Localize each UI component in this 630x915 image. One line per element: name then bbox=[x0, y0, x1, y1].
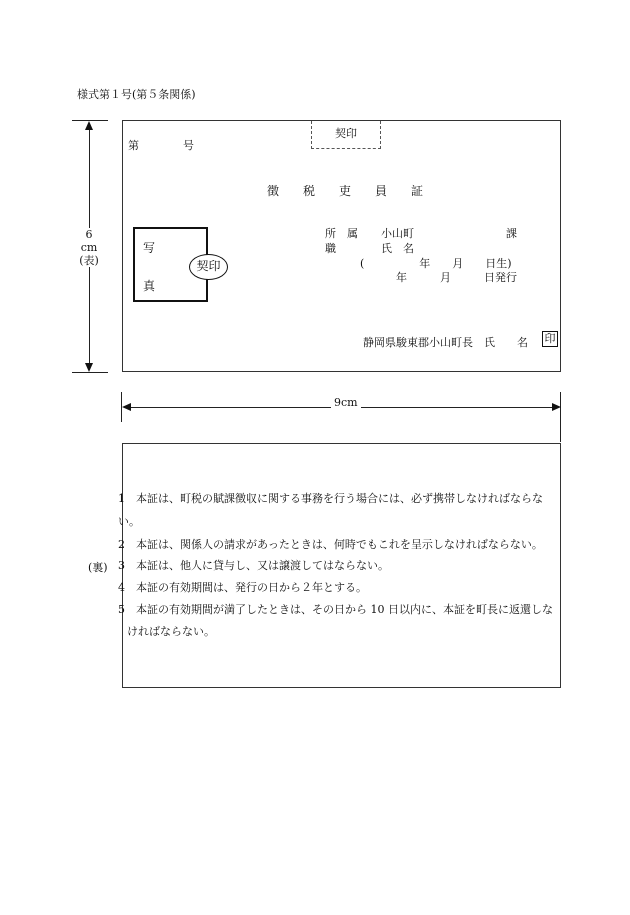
side-back-label: (裏) bbox=[88, 561, 108, 574]
dimension-tick-right bbox=[560, 392, 561, 442]
height-unit: cm bbox=[80, 241, 98, 254]
notice-line: 1 本証は、町税の賦課徴収に関する事務を行う場合には、必ず携帯しなければならな bbox=[118, 492, 543, 505]
notice-line: い。 bbox=[118, 515, 140, 528]
division-label: 課 bbox=[506, 227, 517, 240]
form-title: 様式第１号(第５条関係) bbox=[77, 88, 196, 101]
affiliation-label: 所 属 bbox=[325, 227, 358, 240]
arrow-up-icon bbox=[85, 121, 93, 130]
arrow-right-icon bbox=[552, 403, 561, 411]
notice-line: 3 本証は、他人に貸与し、又は譲渡してはならない。 bbox=[118, 559, 389, 572]
height-value: 6 bbox=[85, 228, 93, 241]
notice-line: 5 本証の有効期間が満了したときは、その日から 10 日以内に、本証を町長に返還しな bbox=[118, 603, 553, 616]
issue-date: 年 月 日発行 bbox=[396, 271, 517, 284]
official-stamp: 印 bbox=[542, 331, 558, 347]
arrow-down-icon bbox=[85, 363, 93, 372]
notice-line: 2 本証は、関係人の請求があったときは、何時でもこれを呈示しなければならない。 bbox=[118, 538, 543, 551]
card-title: 徴 税 吏 員 証 bbox=[267, 184, 424, 198]
photo-label-top: 写 bbox=[143, 241, 156, 255]
position-label: 職 bbox=[325, 242, 336, 255]
name-label: 氏 名 bbox=[381, 242, 414, 255]
notice-line: 4 本証の有効期間は、発行の日から２年とする。 bbox=[118, 581, 367, 594]
notice-line: ければならない。 bbox=[127, 625, 215, 638]
height-dimension-label bbox=[76, 228, 102, 267]
issuer-line: 静岡県駿東郡小山町長 氏 名 bbox=[363, 336, 528, 349]
affiliation-value: 小山町 bbox=[381, 227, 414, 240]
width-dimension-label: 9cm bbox=[331, 396, 361, 409]
arrow-left-icon bbox=[122, 403, 131, 411]
photo-tally-seal: 契印 bbox=[189, 254, 228, 280]
card-number: 第 号 bbox=[128, 139, 194, 152]
dimension-tick-bottom bbox=[72, 372, 108, 373]
tally-seal-box: 契印 bbox=[311, 121, 381, 149]
side-front-label: (表) bbox=[79, 254, 99, 267]
photo-label-bottom: 真 bbox=[143, 279, 156, 293]
birth-date: ( 年 月 日生) bbox=[360, 257, 512, 270]
